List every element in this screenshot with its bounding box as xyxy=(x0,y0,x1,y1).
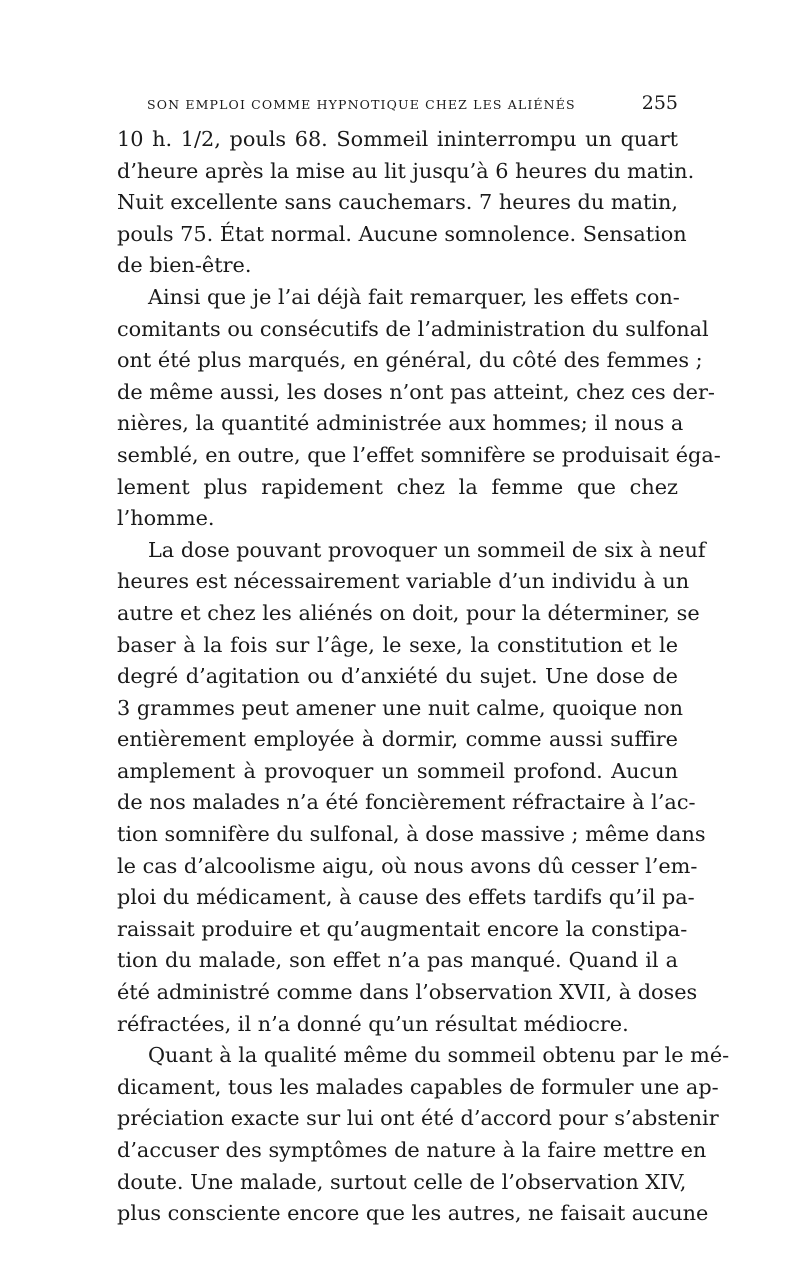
text-line: Quant à la qualité même du sommeil obtenu par le mé- xyxy=(148,1043,730,1068)
running-title: SON EMPLOI COMME HYPNOTIQUE CHEZ LES ALIÉNÉS xyxy=(147,97,576,112)
text-line: degré d’agitation ou d’anxiété du sujet. Une dose de xyxy=(117,664,678,689)
text-line: Nuit excellente sans cauchemars. 7 heures du matin, xyxy=(117,190,678,215)
text-line: doute. Une malade, surtout celle de l’observation XIV, xyxy=(117,1169,687,1194)
text-line: de bien-être. xyxy=(117,253,252,278)
text-line: pouls 75. État normal. Aucune somnolence. Sensation xyxy=(117,221,687,246)
page-number: 255 xyxy=(641,92,678,114)
text-line: ont été plus marqués, en général, du côté des femmes ; xyxy=(117,348,703,373)
text-line: raissait produire et qu’augmentait encore la constipa- xyxy=(117,916,688,941)
text-line: l’homme. xyxy=(117,506,215,531)
text-line: 10 h. 1/2, pouls 68. Sommeil ininterrompu un quart xyxy=(117,127,678,151)
text-line: La dose pouvant provoquer un sommeil de six à neuf xyxy=(148,537,706,562)
text-line: amplement à provoquer un sommeil profond. Aucun xyxy=(117,758,678,783)
text-line: de même aussi, les doses n’ont pas atteint, chez ces der- xyxy=(117,379,715,404)
text-line: 3 grammes peut amener une nuit calme, quoique non xyxy=(117,695,684,720)
paragraph xyxy=(117,1040,730,1230)
text-line: semblé, en outre, que l’effet somnifère se produisait éga- xyxy=(117,442,721,467)
text-line: comitants ou consécutifs de l’administration du sulfonal xyxy=(117,316,709,341)
text-line: tion somnifère du sulfonal, à dose massive ; même dans xyxy=(117,822,706,847)
text-line: de nos malades n’a été foncièrement réfractaire à l’ac- xyxy=(117,790,696,815)
text-line: entièrement employée à dormir, comme aussi suffire xyxy=(117,727,678,752)
text-line: le cas d’alcoolisme aigu, où nous avons dû cesser l’em- xyxy=(117,853,698,878)
text-line: dicament, tous les malades capables de formuler une ap- xyxy=(117,1074,719,1099)
book-page xyxy=(117,92,730,1230)
text-line: Ainsi que je l’ai déjà fait remarquer, les effets con- xyxy=(148,284,680,309)
text-line: heures est nécessairement variable d’un individu à un xyxy=(117,569,690,594)
text-line: été administré comme dans l’observation XVII, à doses xyxy=(117,980,698,1005)
text-line: tion du malade, son effet n’a pas manqué. Quand il a xyxy=(117,948,678,973)
paragraph xyxy=(117,124,695,282)
paragraph xyxy=(117,282,721,535)
text-line: réfractées, il n’a donné qu’un résultat médiocre. xyxy=(117,1011,629,1036)
text-line: d’heure après la mise au lit jusqu’à 6 heures du matin. xyxy=(117,158,695,183)
text-line: autre et chez les aliénés on doit, pour la déterminer, se xyxy=(117,600,700,625)
text-line: ploi du médicament, à cause des effets tardifs qu’il pa- xyxy=(117,885,695,910)
text-line: lement plus rapidement chez la femme que chez xyxy=(117,474,678,499)
paragraph xyxy=(117,535,706,1041)
body-text xyxy=(117,124,730,1230)
text-line: plus consciente encore que les autres, ne faisait aucune xyxy=(117,1201,709,1226)
text-line: nières, la quantité administrée aux hommes; il nous a xyxy=(117,411,684,436)
page-header xyxy=(117,92,678,122)
text-line: préciation exacte sur lui ont été d’accord pour s’abstenir xyxy=(117,1106,719,1131)
text-line: baser à la fois sur l’âge, le sexe, la constitution et le xyxy=(117,632,678,657)
text-line: d’accuser des symptômes de nature à la faire mettre en xyxy=(117,1138,707,1162)
